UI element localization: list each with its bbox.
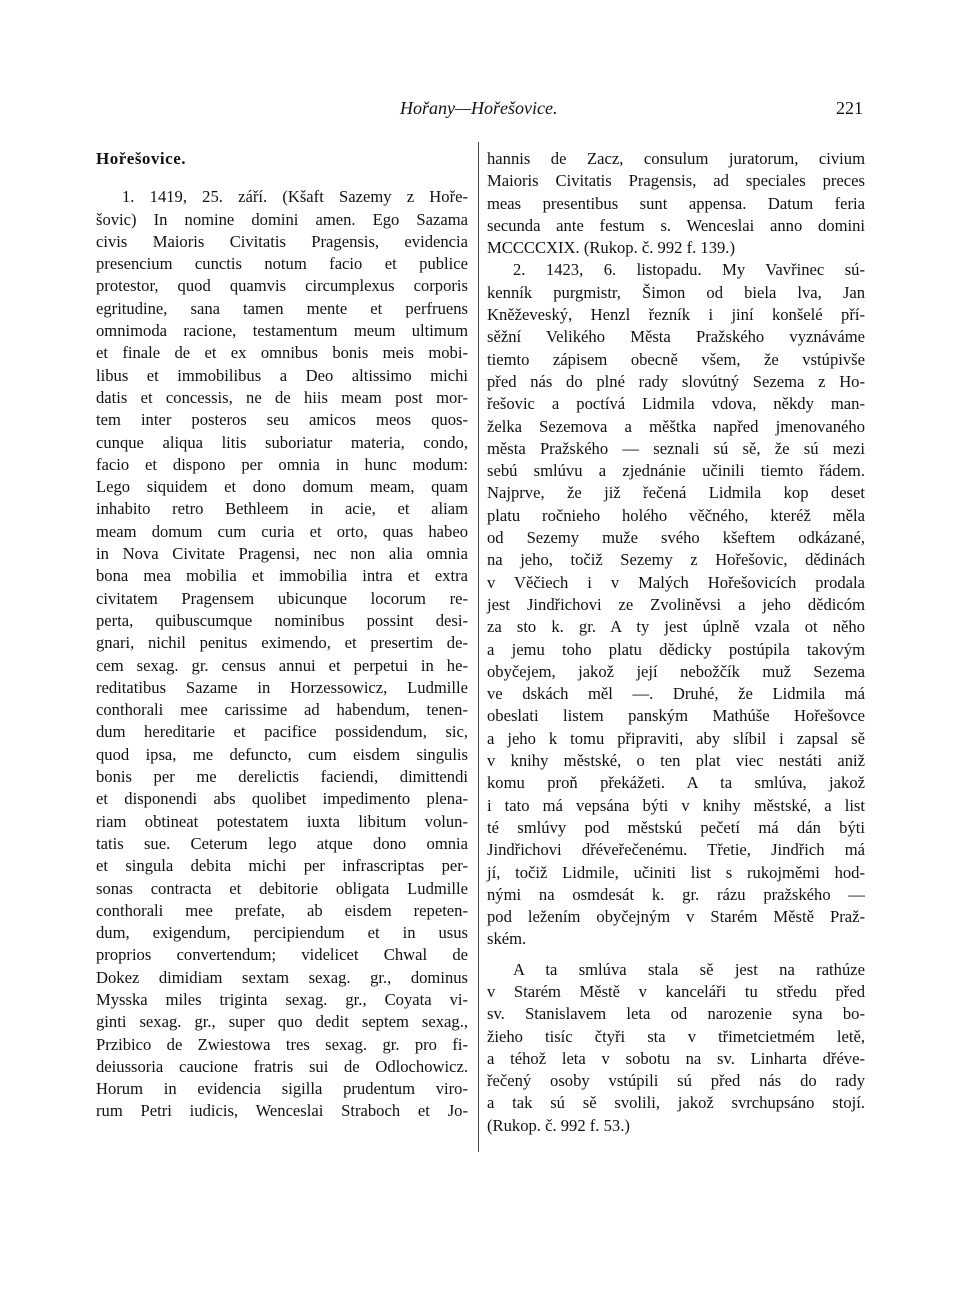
text-line: protestor, quod quamvis circumplexus corporis bbox=[96, 276, 468, 296]
text-line: města Pražského — seznali sú sě, že sú mezi bbox=[487, 438, 865, 458]
text-line: Przibico de Zwiestowa tres sexag. gr. pro fi- bbox=[96, 1034, 468, 1054]
text-line: na jeho, točiž Sezemy z Hořešovic, dědinách bbox=[487, 550, 865, 570]
text-line: tatis sue. Ceterum lego atque dono omnia bbox=[96, 833, 468, 853]
text-line: presencium cunctis notum facio et publice bbox=[96, 254, 468, 274]
text-line: conthorali mee prefate, ab eisdem repeten- bbox=[96, 900, 468, 920]
text-line: řečený osoby vstúpili sú před nás do rady bbox=[487, 1071, 865, 1091]
text-line: Mysska miles triginta sexag. gr., Coyata vi- bbox=[96, 989, 468, 1009]
text-line: quod ipsa, me defuncto, cum eisdem singulis bbox=[96, 744, 468, 764]
text-line: sebú smlúvu a zjednánie učinili tiemto řádem. bbox=[487, 461, 865, 481]
text-line: Kněževeský, Henzl řezník i jiní konšelé pří- bbox=[487, 305, 865, 325]
text-line: Horum in evidencia sigilla prudentum viro- bbox=[96, 1079, 468, 1099]
text-line: bona mea mobilia et immobilia intra et extra bbox=[96, 566, 468, 586]
text-line: šovic) In nomine domini amen. Ego Sazama bbox=[96, 209, 468, 229]
text-line: et disponendi abs quolibet impedimento plena- bbox=[96, 789, 468, 809]
text-line: 1. 1419, 25. září. (Kšaft Sazemy z Hoře- bbox=[122, 187, 468, 207]
text-line: Jindřichovi dřéveřečenému. Třetie, Jindřich má bbox=[487, 840, 865, 860]
text-line: řešovic a poctívá Lidmila vdova, někdy man- bbox=[487, 394, 865, 414]
text-line: civis Maioris Civitatis Pragensis, evidencia bbox=[96, 231, 468, 251]
text-line: meam domum cum curia et orto, quas habeo bbox=[96, 521, 468, 541]
paragraph-gap bbox=[487, 951, 865, 959]
text-line: et singula debita michi per infrascriptas per- bbox=[96, 856, 468, 876]
text-line: cem sexag. gr. census annui et perpetui in he- bbox=[96, 655, 468, 675]
text-line: v Starém Městě v kanceláři tu středu před bbox=[487, 981, 865, 1001]
text-line: jest Jindřichovi ze Zvoliněvsi a jeho dědicóm bbox=[487, 594, 865, 614]
text-line: riam obtineat potestatem iuxta libitum volun- bbox=[96, 811, 468, 831]
text-line: Maioris Civitatis Pragensis, ad speciales preces bbox=[487, 171, 865, 191]
text-line: obyčejem, jakož její nebožčík muž Sezema bbox=[487, 661, 865, 681]
text-line: platu ročnieho holého věčného, kteréž měla bbox=[487, 505, 865, 525]
text-line: in Nova Civitate Pragensi, nec non alia omnia bbox=[96, 544, 468, 564]
text-line: egritudine, sana tamen mente et perfruens bbox=[96, 298, 468, 318]
text-line: želka Sezemova a měštka napřed jmenovaného bbox=[487, 416, 865, 436]
text-line: Lego siquidem et dono domum meam, quam bbox=[96, 477, 468, 497]
text-line: tiemto zápisem obecně všem, že vstúpivše bbox=[487, 349, 865, 369]
text-line: i tato má vepsána býti v knihy městské, a list bbox=[487, 795, 865, 815]
text-line: a téhož leta v sobotu na sv. Linharta dřéve- bbox=[487, 1048, 865, 1068]
text-line: Dokez dimidiam sextam sexag. gr., dominus bbox=[96, 967, 468, 987]
text-line: té smlúvy pod městskú pečetí má dán býti bbox=[487, 817, 865, 837]
text-line: ském. bbox=[487, 929, 527, 949]
column-divider bbox=[478, 142, 479, 1152]
running-title: Hořany—Hořešovice. bbox=[400, 98, 558, 118]
text-line: od Sezemy muže svého kšeftem odkázané, bbox=[487, 528, 865, 548]
text-line: kenník purgmistr, Šimon od biela lva, Jan bbox=[487, 282, 865, 302]
text-line: bonis per me derelictis faciendi, dimittendi bbox=[96, 767, 468, 787]
text-line: pod ležením obyčejným v Starém Městě Praž- bbox=[487, 907, 865, 927]
text-line: A ta smlúva stala sě jest na rathúze bbox=[513, 959, 865, 979]
text-line: secunda ante festum s. Wenceslai anno domini bbox=[487, 215, 865, 235]
text-line: perta, quibuscumque nominibus possint desi- bbox=[96, 610, 468, 630]
section-heading: Hořešovice. bbox=[96, 149, 186, 168]
text-line: facio et dispono per omnia in hunc modum: bbox=[96, 454, 468, 474]
text-line: deiussoria caucione fratris sui de Odlochowicz. bbox=[96, 1056, 468, 1076]
text-line: ve dskách měl —. Druhé, že Lidmila má bbox=[487, 684, 865, 704]
text-line: cunque aliqua litis suboriatur materia, condo, bbox=[96, 432, 468, 452]
text-line: rum Petri iudicis, Wenceslai Straboch et Jo- bbox=[96, 1101, 468, 1121]
text-line: sonas contracta et debitorie obligata Ludmille bbox=[96, 878, 468, 898]
text-line: meas presentibus sunt appensa. Datum feria bbox=[487, 193, 865, 213]
text-line: civitatem Pragensem ubicunque locorum re- bbox=[96, 588, 468, 608]
text-line: tem inter posteros seu amicos meos quos- bbox=[96, 410, 468, 430]
text-line: omnimoda racione, testamentum meum ultimum bbox=[96, 321, 468, 341]
text-line: inhabito retro Bethleem in acie, et aliam bbox=[96, 499, 468, 519]
text-line: obeslati listem panským Mathúše Hořešovce bbox=[487, 706, 865, 726]
text-line: (Rukop. č. 992 f. 53.) bbox=[487, 1115, 630, 1135]
text-line: jí, točiž Lidmile, učiniti list s rukojměmi hod- bbox=[487, 862, 865, 882]
text-line: nými na osmdesát k. gr. rázu pražského — bbox=[487, 884, 865, 904]
page-number: 221 bbox=[836, 98, 863, 118]
text-line: dum hereditarie et pacifice possidendum, sic, bbox=[96, 722, 468, 742]
text-line: v Věčiech i v Malých Hořešovicích prodala bbox=[487, 572, 865, 592]
text-line: Najprve, že již řečená Lidmila kop deset bbox=[487, 483, 865, 503]
text-line: reditatibus Sazame in Horzessowicz, Ludmille bbox=[96, 677, 468, 697]
text-line: komu proň překážeti. A ta smlúva, jakož bbox=[487, 773, 865, 793]
text-line: sěžní Velikého Města Pražského vyznáváme bbox=[487, 327, 865, 347]
text-line: před nás do plné rady slovútný Sezema z Ho- bbox=[487, 371, 865, 391]
text-line: et finale de et ex omnibus bonis meis mobi- bbox=[96, 343, 468, 363]
right-column-text-second bbox=[487, 959, 865, 1137]
text-line: žieho tisíc čtyři sta v třimetcietmém letě, bbox=[487, 1026, 865, 1046]
text-line: za sto k. gr. A ty jest úplně vzala ot něho bbox=[487, 617, 865, 637]
left-column-text bbox=[96, 186, 468, 1122]
running-head bbox=[0, 98, 960, 128]
text-line: dum, exigendum, percipiendum et in usus bbox=[96, 923, 468, 943]
text-line: MCCCCXIX. (Rukop. č. 992 f. 139.) bbox=[487, 238, 735, 258]
text-line: hannis de Zacz, consulum juratorum, civium bbox=[487, 149, 865, 168]
text-line: a jemu toho platu dědicky postúpila takovým bbox=[487, 639, 865, 659]
left-column bbox=[96, 148, 468, 1123]
text-line: libus et immobilibus a Deo altissimo michi bbox=[96, 365, 468, 385]
text-line: ginti sexag. gr., super quo dedit septem sexag., bbox=[96, 1012, 468, 1032]
text-line: a tak sú sě svolili, jakož svrchupsáno stojí. bbox=[487, 1093, 865, 1113]
right-column bbox=[487, 148, 865, 1137]
right-column-text-first bbox=[487, 148, 865, 951]
text-line: gnari, nichil penitus eximendo, et presertim de- bbox=[96, 633, 468, 653]
text-line: proprios convertendum; videlicet Chwal de bbox=[96, 945, 468, 965]
text-line: v knihy městské, o ten plat viec nestáti aniž bbox=[487, 751, 865, 771]
text-line: sv. Stanislavem leta od narozenie syna bo- bbox=[487, 1004, 865, 1024]
text-line: a jeho k tomu připraviti, aby slíbil i zapsal sě bbox=[487, 728, 865, 748]
text-line: datis et concessis, ne de hiis meam post mor- bbox=[96, 387, 468, 407]
text-line: conthorali mee carissime ad habendum, tenen- bbox=[96, 700, 468, 720]
text-line: 2. 1423, 6. listopadu. My Vavřinec sú- bbox=[513, 260, 865, 280]
